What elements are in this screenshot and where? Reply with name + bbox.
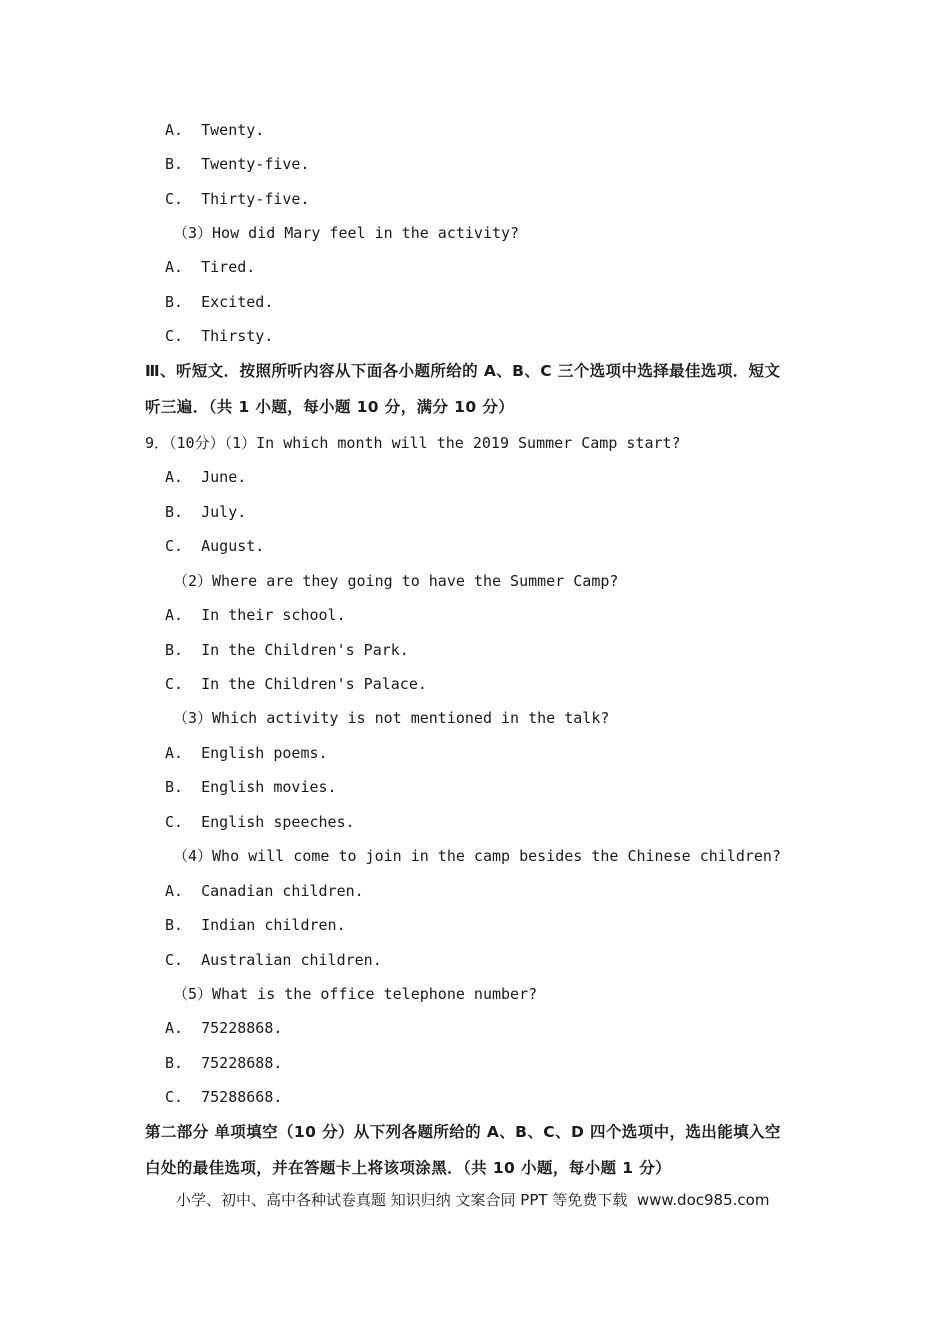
option-line: A. Twenty.: [165, 121, 265, 139]
question-line: （4）Who will come to join in the camp besides the Chinese children?: [173, 847, 781, 865]
option-line: C. August.: [165, 537, 265, 555]
option-line: B. 75228688.: [165, 1054, 283, 1072]
section-heading: 第二部分 单项填空（10 分）从下列各题所给的 A、B、C、D 四个选项中，选出能填入空: [145, 1123, 781, 1141]
option-line: C. In the Children's Palace.: [165, 675, 427, 693]
option-line: A. Canadian children.: [165, 882, 364, 900]
question-line: （2）Where are they going to have the Summer Camp?: [173, 572, 619, 590]
section-heading: Ⅲ、听短文．按照所听内容从下面各小题所给的 A、B、C 三个选项中选择最佳选项．短文: [145, 362, 781, 380]
option-line: A. 75228868.: [165, 1019, 283, 1037]
option-line: C. Australian children.: [165, 951, 382, 969]
option-line: C. Thirty‐five.: [165, 190, 310, 208]
option-line: C. Thirsty.: [165, 327, 274, 345]
section-heading: 白处的最佳选项，并在答题卡上将该项涂黑．（共 10 小题，每小题 1 分）: [145, 1159, 671, 1177]
option-line: B. July.: [165, 503, 247, 521]
option-line: B. Indian children.: [165, 916, 346, 934]
question-number-line: 9．（10分）（1）In which month will the 2019 Summer Camp start?: [145, 434, 681, 452]
option-line: A. In their school.: [165, 606, 346, 624]
option-line: A. Tired.: [165, 258, 256, 276]
question-line: （3）How did Mary feel in the activity?: [173, 224, 520, 242]
option-line: A. English poems.: [165, 744, 328, 762]
option-line: B. Twenty‐five.: [165, 155, 310, 173]
option-line: C. 75288668.: [165, 1088, 283, 1106]
option-line: B. Excited.: [165, 293, 274, 311]
option-line: A. June.: [165, 468, 247, 486]
question-line: （5）What is the office telephone number?: [173, 985, 538, 1003]
option-line: B. In the Children's Park.: [165, 641, 409, 659]
section-heading: 听三遍．（共 1 小题，每小题 10 分，满分 10 分）: [145, 398, 515, 416]
page-footer: 小学、初中、高中各种试卷真题 知识归纳 文案合同 PPT 等免费下载 www.doc985.com: [176, 1191, 770, 1209]
question-line: （3）Which activity is not mentioned in the talk?: [173, 709, 610, 727]
option-line: C. English speeches.: [165, 813, 355, 831]
option-line: B. English movies.: [165, 778, 337, 796]
